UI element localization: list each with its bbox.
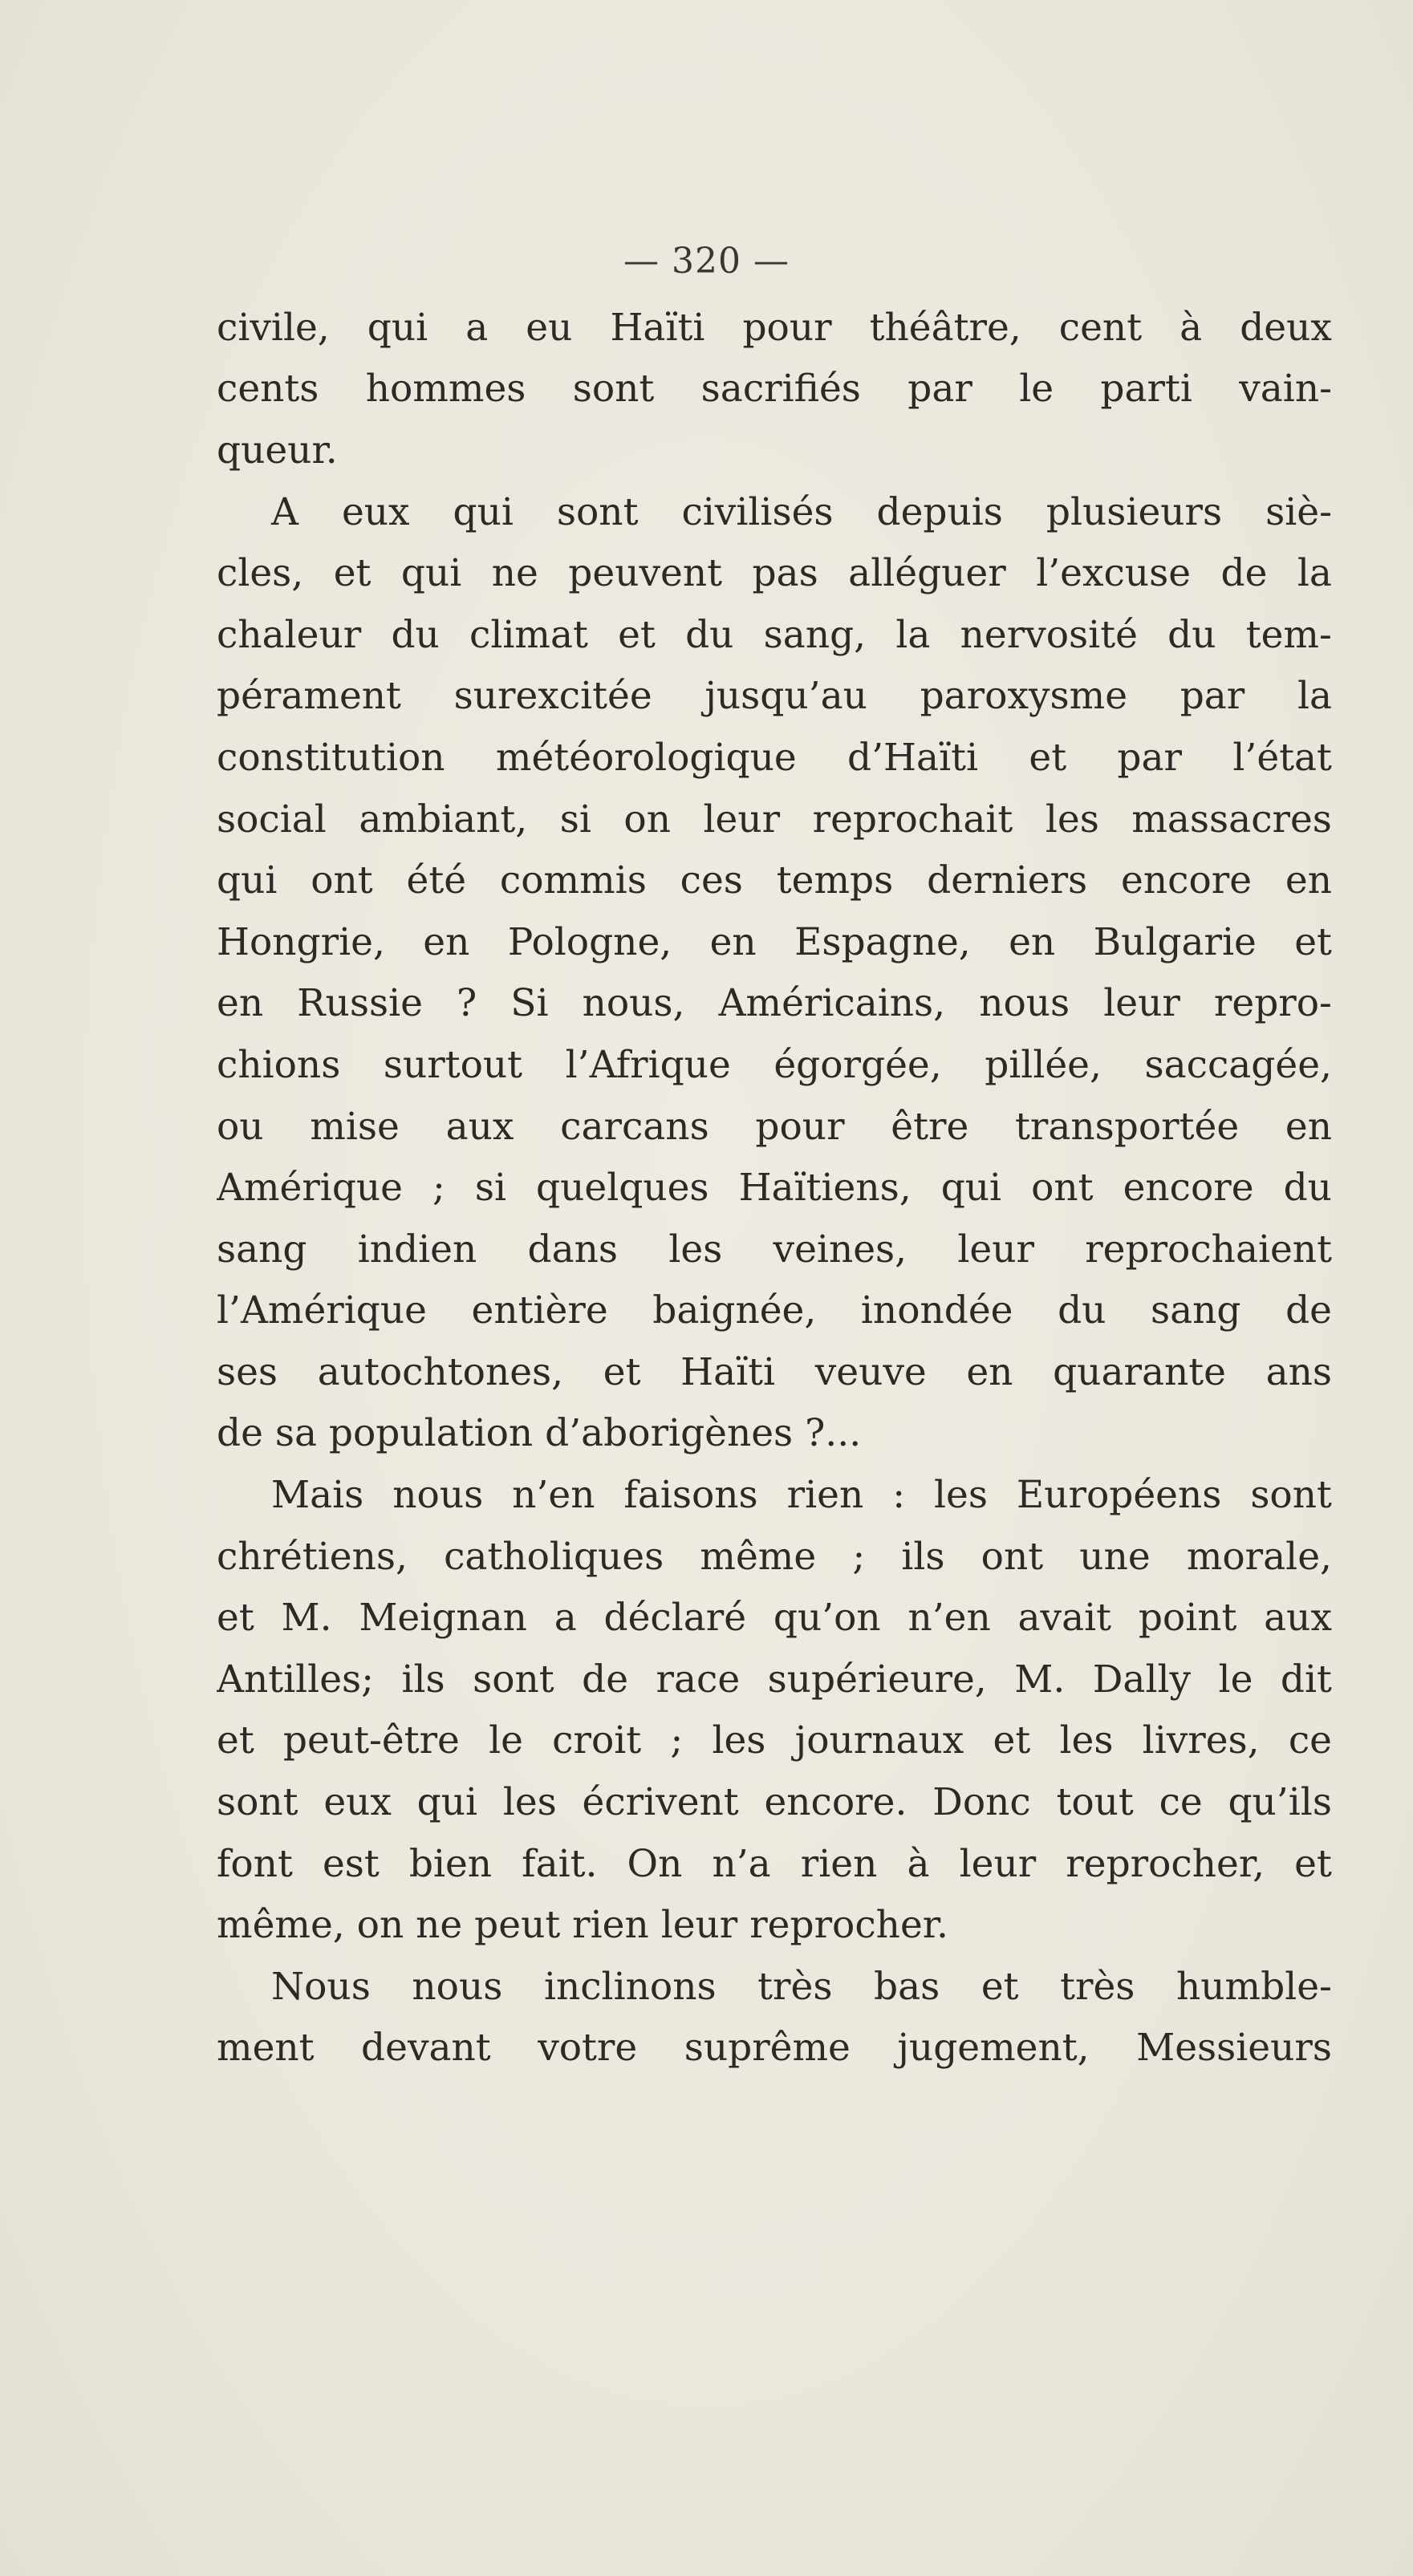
text-line: A eux qui sont civilisés depuis plusieurs siè-: [271, 489, 1332, 534]
text-line: chions surtout l’Afrique égorgée, pillée, saccagée,: [217, 1042, 1332, 1087]
text-line: sont eux qui les écrivent encore. Donc tout ce qu’ils: [217, 1780, 1332, 1825]
text-line: et M. Meignan a déclaré qu’on n’en avait point aux: [217, 1596, 1332, 1641]
text-line: Amérique ; si quelques Haïtiens, qui ont encore du: [217, 1166, 1332, 1211]
body-text: [217, 297, 1332, 2079]
text-line: chaleur du climat et du sang, la nervosité du tem-: [217, 612, 1332, 657]
text-line: même, on ne peut rien leur reprocher.: [217, 1903, 949, 1948]
text-line: ment devant votre suprême jugement, Messieurs: [217, 2026, 1332, 2071]
text-line: en Russie ? Si nous, Américains, nous leur repro-: [217, 981, 1332, 1026]
text-line: Hongrie, en Pologne, en Espagne, en Bulgarie et: [217, 919, 1332, 964]
text-line: ses autochtones, et Haïti veuve en quarante ans: [217, 1349, 1332, 1394]
text-line: social ambiant, si on leur reprochait les massacres: [217, 797, 1332, 842]
text-line: Antilles; ils sont de race supérieure, M. Dally le dit: [217, 1657, 1332, 1702]
text-line: et peut-être le croit ; les journaux et les livres, ce: [217, 1718, 1332, 1763]
text-line: chrétiens, catholiques même ; ils ont une morale,: [217, 1534, 1332, 1579]
text-line: ou mise aux carcans pour être transportée en: [217, 1104, 1332, 1149]
text-line: qui ont été commis ces temps derniers encore en: [217, 858, 1332, 903]
text-line: cles, et qui ne peuvent pas alléguer l’excuse de la: [217, 551, 1332, 596]
text-line: cents hommes sont sacrifiés par le parti vain-: [217, 367, 1332, 412]
text-line: queur.: [217, 428, 338, 473]
text-line: Nous nous inclinons très bas et très humble-: [271, 1964, 1332, 2009]
text-line: civile, qui a eu Haïti pour théâtre, cent à deux: [217, 305, 1332, 350]
text-line: pérament surexcitée jusqu’au paroxysme par la: [217, 674, 1332, 719]
text-line: sang indien dans les veines, leur reprochaient: [217, 1227, 1332, 1272]
text-line: font est bien fait. On n’a rien à leur reprocher, et: [217, 1841, 1332, 1886]
page-number: — 320 —: [623, 241, 790, 282]
text-line: constitution météorologique d’Haïti et par l’état: [217, 735, 1332, 780]
text-line: Mais nous n’en faisons rien : les Européens sont: [271, 1473, 1332, 1518]
text-line: de sa population d’aborigènes ?...: [217, 1411, 862, 1456]
text-line: l’Amérique entière baignée, inondée du sang de: [217, 1288, 1332, 1333]
